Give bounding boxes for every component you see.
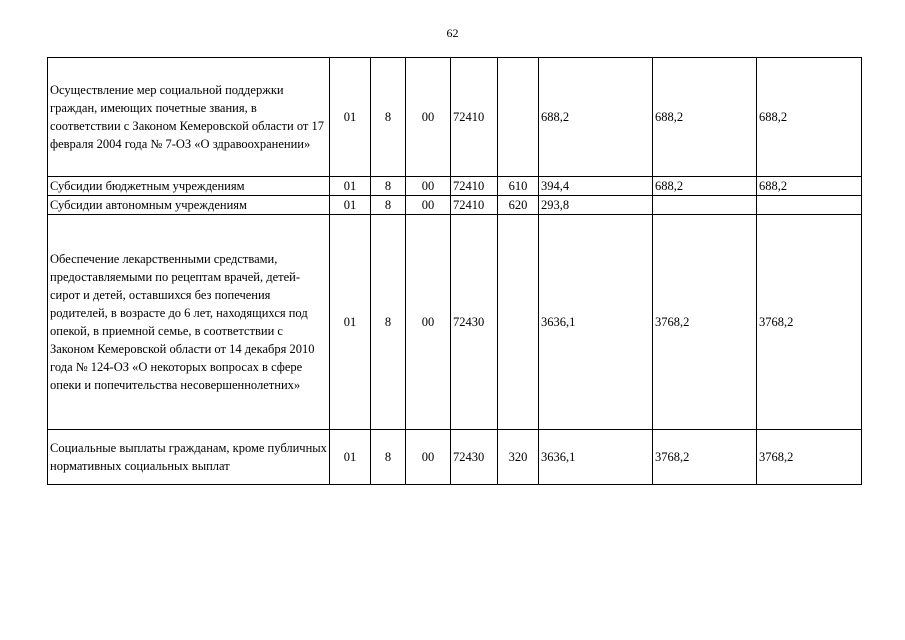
row-description: Социальные выплаты гражданам, кроме публичных нормативных социальных выплат (48, 430, 330, 485)
expense-type-code: 620 (498, 196, 539, 215)
section-code: 01 (330, 177, 371, 196)
expense-type-code (498, 215, 539, 430)
program-code: 00 (406, 215, 451, 430)
amount-year-3: 688,2 (757, 177, 862, 196)
subsection-code: 8 (371, 177, 406, 196)
subsection-code: 8 (371, 196, 406, 215)
amount-year-1: 293,8 (539, 196, 653, 215)
amount-year-1: 688,2 (539, 58, 653, 177)
amount-year-2: 688,2 (653, 177, 757, 196)
subsection-code: 8 (371, 58, 406, 177)
row-description: Осуществление мер социальной поддержки граждан, имеющих почетные звания, в соответствии с Законом Кемеровской области от 17 февраля 2004 года № 7-ОЗ «О здравоохранении» (48, 58, 330, 177)
table-row (48, 177, 862, 196)
section-code: 01 (330, 58, 371, 177)
program-code: 00 (406, 177, 451, 196)
row-description: Субсидии автономным учреждениям (48, 196, 330, 215)
amount-year-3: 3768,2 (757, 215, 862, 430)
article-code: 72430 (451, 430, 498, 485)
section-code: 01 (330, 196, 371, 215)
amount-year-2: 688,2 (653, 58, 757, 177)
amount-year-2: 3768,2 (653, 215, 757, 430)
table-row (48, 215, 862, 430)
table-row (48, 430, 862, 485)
subsection-code: 8 (371, 430, 406, 485)
amount-year-2: 3768,2 (653, 430, 757, 485)
budget-table (47, 57, 862, 485)
article-code: 72410 (451, 177, 498, 196)
section-code: 01 (330, 215, 371, 430)
amount-year-2 (653, 196, 757, 215)
table-row (48, 58, 862, 177)
amount-year-1: 3636,1 (539, 215, 653, 430)
expense-type-code: 610 (498, 177, 539, 196)
amount-year-1: 3636,1 (539, 430, 653, 485)
program-code: 00 (406, 196, 451, 215)
expense-type-code: 320 (498, 430, 539, 485)
article-code: 72430 (451, 215, 498, 430)
row-description: Субсидии бюджетным учреждениям (48, 177, 330, 196)
amount-year-3: 3768,2 (757, 430, 862, 485)
table-row (48, 196, 862, 215)
program-code: 00 (406, 58, 451, 177)
subsection-code: 8 (371, 215, 406, 430)
row-description: Обеспечение лекарственными средствами, предоставляемыми по рецептам врачей, детей-сирот и детей, оставшихся без попечения родителей, в возрасте до 6 лет, находящихся под опекой, в приемной семье, в соответствии с Законом Кемеровской области от 14 декабря 2010 года № 124-ОЗ «О некоторых вопросах в сфере опеки и попечительства несовершеннолетних» (48, 215, 330, 430)
section-code: 01 (330, 430, 371, 485)
expense-type-code (498, 58, 539, 177)
page-number: 62 (446, 26, 459, 40)
article-code: 72410 (451, 58, 498, 177)
amount-year-3: 688,2 (757, 58, 862, 177)
article-code: 72410 (451, 196, 498, 215)
amount-year-1: 394,4 (539, 177, 653, 196)
program-code: 00 (406, 430, 451, 485)
amount-year-3 (757, 196, 862, 215)
